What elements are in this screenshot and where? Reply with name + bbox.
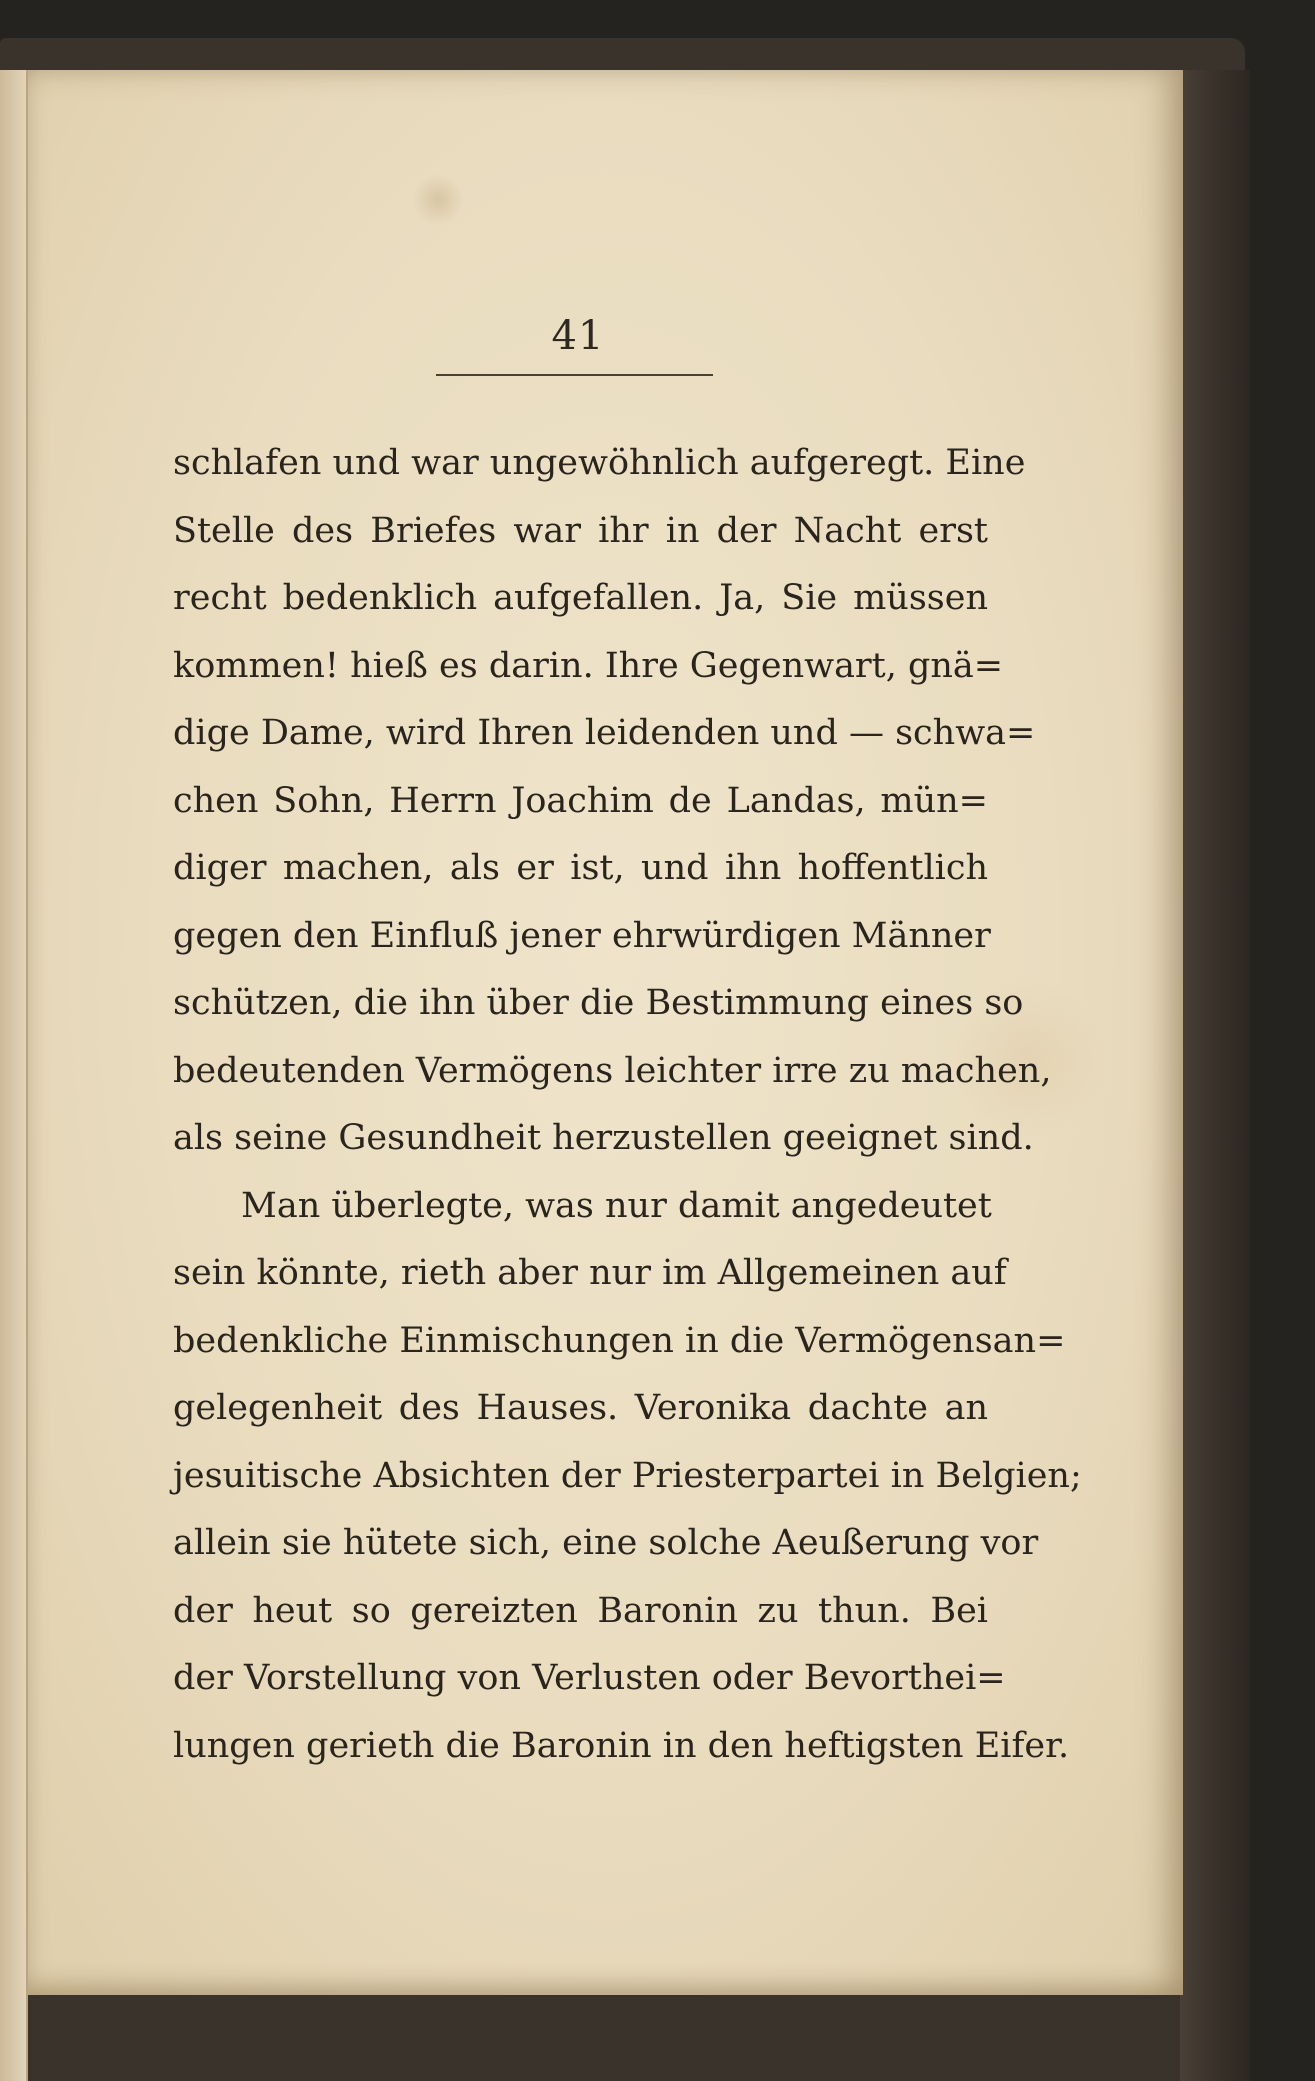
text-line: lungen gerieth die Baronin in den heftigsten Eifer.	[173, 1725, 1070, 1766]
body-text	[173, 430, 1082, 1780]
text-line: Man überlegte, was nur damit angedeutet	[241, 1185, 992, 1226]
text-line: Stelle des Briefes war ihr in der Nacht erst	[173, 510, 988, 551]
header-rule	[436, 374, 713, 376]
text-line: gelegenheit des Hauses. Veronika dachte an	[173, 1388, 988, 1428]
book-page	[28, 70, 1183, 1995]
text-line: schlafen und war ungewöhnlich aufgeregt. Eine	[173, 443, 1026, 483]
text-line: allein sie hütete sich, eine solche Aeußerung vor	[173, 1523, 1039, 1563]
page-number: 41	[551, 313, 605, 359]
text-line: diger machen, als er ist, und ihn hoffentlich	[173, 848, 988, 888]
previous-page-edge	[0, 70, 28, 2081]
text-line: sein könnte, rieth aber nur im Allgemeinen auf	[173, 1253, 1007, 1293]
text-line: schützen, die ihn über die Bestimmung eines so	[173, 983, 1024, 1023]
text-line: recht bedenklich aufgefallen. Ja, Sie müssen	[173, 578, 988, 618]
text-line: jesuitische Absichten der Priesterpartei in Belgien;	[173, 1455, 1082, 1496]
text-line: der heut so gereizten Baronin zu thun. Bei	[173, 1590, 988, 1631]
book-edge	[1180, 70, 1250, 2081]
text-line: als seine Gesundheit herzustellen geeignet sind.	[173, 1118, 1034, 1158]
text-line: kommen! hieß es darin. Ihre Gegenwart, gnä=	[173, 645, 1004, 686]
text-line: bedenkliche Einmischungen in die Vermögensan=	[173, 1320, 1066, 1361]
text-line: bedeutenden Vermögens leichter irre zu machen,	[173, 1050, 1052, 1091]
text-line: chen Sohn, Herrn Joachim de Landas, mün=	[173, 780, 988, 821]
text-line: gegen den Einfluß jener ehrwürdigen Männer	[173, 915, 991, 956]
text-line: der Vorstellung von Verlusten oder Bevorthei=	[173, 1658, 1006, 1698]
text-line: dige Dame, wird Ihren leidenden und — schwa=	[173, 713, 1036, 753]
